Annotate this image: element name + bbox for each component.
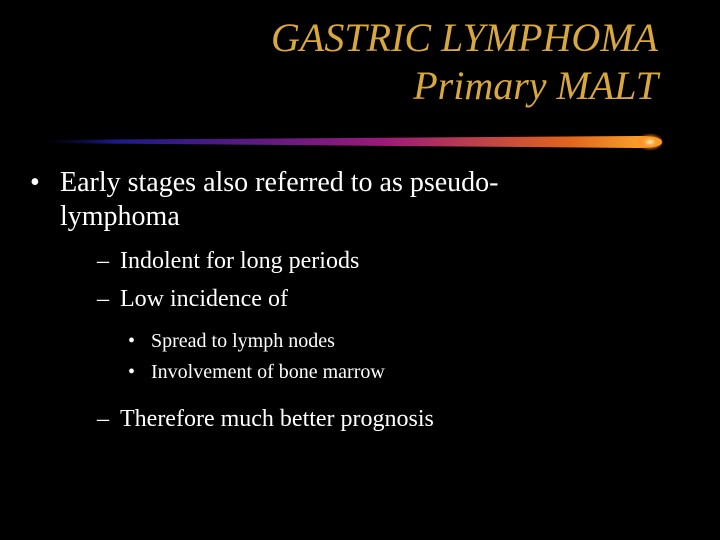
sub-item-indolent: [30, 242, 690, 280]
sub-sub-item-text: Spread to lymph nodes: [151, 330, 335, 352]
bullet-early-stages: [30, 166, 690, 234]
sub-sub-item-bone-marrow: [30, 357, 690, 388]
sub-item-text: Indolent for long periods: [120, 248, 360, 274]
dash-icon: –: [97, 248, 109, 274]
sub-sub-item-lymph-nodes: [30, 326, 690, 357]
title-line-2: Primary MALT: [413, 63, 658, 108]
dash-icon: –: [97, 406, 109, 432]
bullet-text-line-2: lymphoma: [60, 201, 180, 232]
bullet-dot-icon: •: [128, 361, 136, 383]
title-line-1: GASTRIC LYMPHOMA: [271, 15, 658, 60]
sub-item-text: Therefore much better prognosis: [120, 406, 434, 432]
slide-title: [271, 14, 658, 110]
sub-item-low-incidence: [30, 280, 690, 318]
dash-icon: –: [97, 286, 109, 312]
bullet-dot-icon: •: [128, 330, 136, 352]
sub-item-text: Low incidence of: [120, 286, 288, 312]
bullet-text-line-1: Early stages also referred to as pseudo-: [60, 167, 499, 198]
sub-item-prognosis: [30, 400, 690, 438]
bullet-dot-icon: •: [30, 167, 40, 198]
slide-body: [30, 166, 690, 438]
sub-sub-item-text: Involvement of bone marrow: [151, 361, 385, 383]
title-divider-comet: [0, 128, 720, 156]
